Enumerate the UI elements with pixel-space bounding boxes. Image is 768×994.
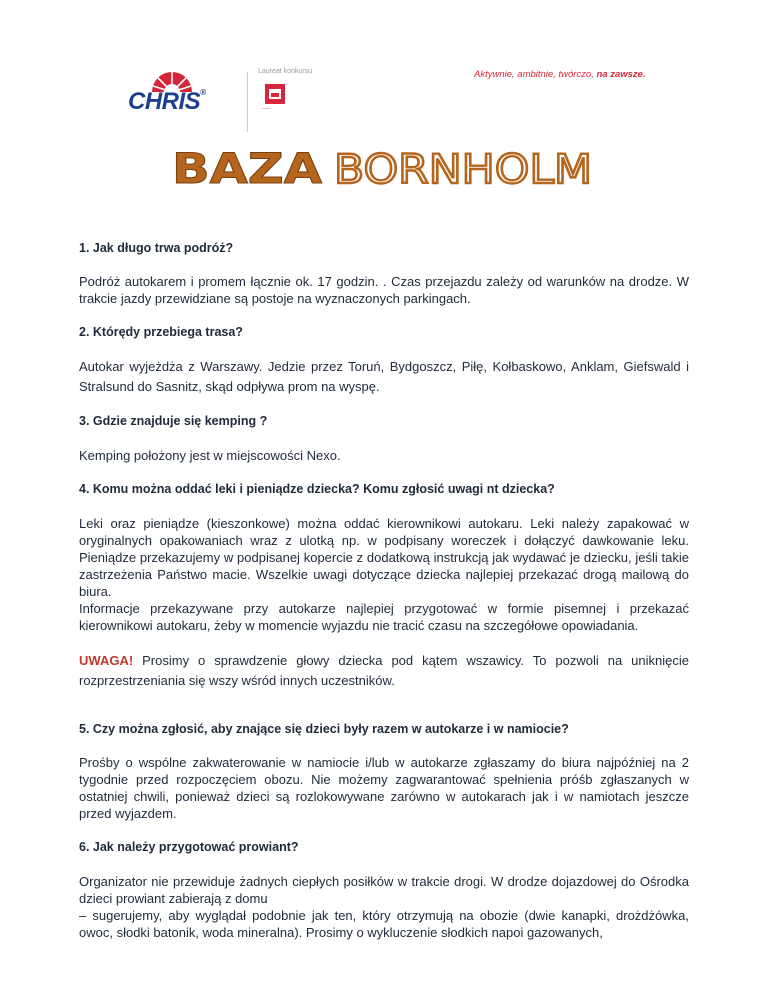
- chris-logo: [128, 70, 238, 114]
- header-divider: [247, 72, 248, 132]
- warning-note: [79, 651, 689, 691]
- faq-answer: Autokar wyjeżdża z Warszawy. Jedzie przez Toruń, Bydgoszcz, Piłę, Kołbaskowo, Anklam, Giefswald i Stralsund do Sasnitz, skąd odpływa prom na wyspę.: [79, 359, 689, 394]
- page-title: [0, 138, 768, 198]
- registered-mark: ®: [200, 88, 206, 97]
- title-artwork: [0, 138, 768, 198]
- faq-question: 4. Komu można oddać leki i pieniądze dziecka? Komu zgłosić uwagi nt dziecka?: [79, 482, 555, 496]
- faq-answer: Organizator nie przewiduje żadnych ciepłych posiłków w trakcie drogi. W drodze dojazdowej do Ośrodka dzieci prowiant zabierają z domu: [79, 874, 689, 906]
- faq-question: 5. Czy można zgłosić, aby znające się dzieci były razem w autokarze i w namiocie?: [79, 722, 569, 736]
- faq-content: [79, 240, 689, 941]
- faq-answer: – sugerujemy, aby wyglądał podobnie jak ten, który otrzymują na obozie (dwie kanapki, drożdżówka, owoc, słodki batonik, woda mineralna). Prosimy o wykluczenie słodkich napoi gazowanych,: [79, 908, 689, 940]
- title-word-bornholm: BORNHOLM: [334, 147, 592, 193]
- faq-answer: Leki oraz pieniądze (kieszonkowe) można oddać kierownikowi autokaru. Leki należy zapakować w oryginalnych opakowaniach wraz z ulotką np. w podpisany woreczek i dołączyć dawkowanie leku. Pieniądze przekazujemy w podpisanej kopercie z dodatkową instrukcją jak wydawać je dziecku, jeśli takie zastrzeżenia Państwo macie. Wszelkie uwagi dotyczące dziecka najlepiej przekazać drogą mailową do biura.: [79, 516, 689, 599]
- faq-answer: Kemping położony jest w miejscowości Nexo.: [79, 448, 341, 463]
- tagline: [474, 69, 646, 80]
- faq-answer: Podróż autokarem i promem łącznie ok. 17 godzin. . Czas przejazdu zależy od warunków na drodze. W trakcie jazdy przewidziane są postoje na wyznaczonych parkingach.: [79, 274, 689, 306]
- laureat-caption: Laureat konkursu: [258, 68, 313, 75]
- logo-wordmark: CHRIS: [128, 88, 201, 115]
- award-badge-text: ───: [262, 106, 271, 111]
- tagline-text: Aktywnie, ambitnie, twórczo,: [474, 69, 594, 80]
- faq-question: 2. Którędy przebiega trasa?: [79, 325, 243, 339]
- faq-answer: Prośby o wspólne zakwaterowanie w namiocie i/lub w autokarze zgłaszamy do biura najpóźniej na 2 tygodnie przed rozpoczęciem obozu. Nie możemy zagwarantować spełnienia próśb zgłaszanych w ostatniej chwili, ponieważ dzieci są rozlokowywane zarówno w autokarach jak i w namiotach jeszcze przed wyjazdem.: [79, 755, 689, 821]
- award-badge-icon: [265, 84, 285, 104]
- faq-question: 3. Gdzie znajduje się kemping ?: [79, 414, 268, 428]
- warning-label: UWAGA!: [79, 653, 134, 668]
- faq-question: 6. Jak należy przygotować prowiant?: [79, 840, 299, 854]
- faq-answer: Informacje przekazywane przy autokarze najlepiej przygotować w formie pisemnej i przekazać kierownikowi autokaru, żeby w momencie wyjazdu nie tracić czasu na szczegółowe opowiadania.: [79, 601, 689, 633]
- page-header: [0, 0, 768, 130]
- warning-text: Prosimy o sprawdzenie głowy dziecka pod kątem wszawicy. To pozwoli na uniknięcie rozprzestrzeniania się wszy wśród innych uczestników.: [79, 653, 689, 688]
- title-word-baza: BAZA: [172, 144, 323, 193]
- tagline-emphasis: na zawsze.: [596, 69, 646, 80]
- faq-question: 1. Jak długo trwa podróż?: [79, 241, 234, 255]
